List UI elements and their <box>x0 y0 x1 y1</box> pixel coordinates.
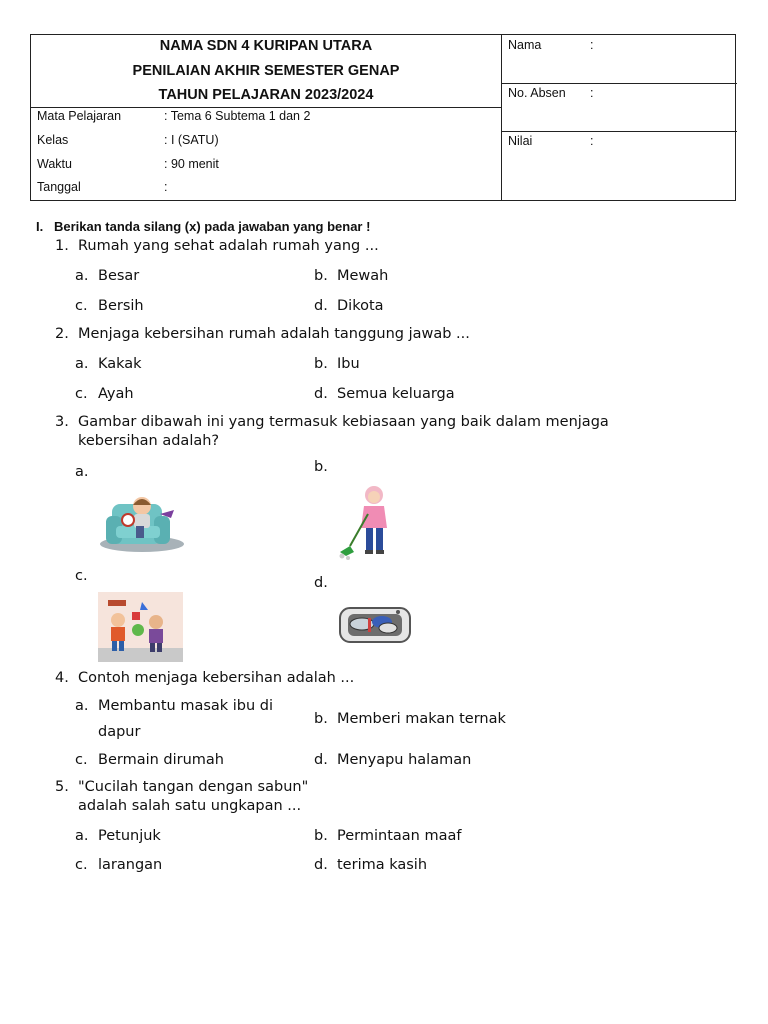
field-label-name: Nama <box>508 38 542 52</box>
option-letter: c. <box>75 857 88 873</box>
question-2-option-b[interactable] <box>314 351 360 377</box>
question-text: Menjaga kebersihan rumah adalah tanggung jawab ... <box>78 326 470 342</box>
option-letter: a. <box>75 464 89 480</box>
option-letter: a. <box>75 268 89 284</box>
option-text: Bermain dirumah <box>98 752 224 768</box>
meta-value-date: : <box>164 180 168 194</box>
section-number: I. <box>36 219 44 234</box>
question-number: 4. <box>55 670 69 686</box>
school-name: NAMA SDN 4 KURIPAN UTARA <box>159 38 373 54</box>
option-letter: d. <box>314 575 328 591</box>
header-divider-left <box>31 107 501 108</box>
question-1-option-c[interactable] <box>75 293 144 319</box>
field-colon-name[interactable]: : <box>590 38 594 52</box>
question-text-line-1: "Cucilah tangan dengan sabun" <box>78 779 309 795</box>
question-5-option-a[interactable] <box>75 823 161 849</box>
option-letter: a. <box>75 698 89 714</box>
option-text: Menyapu halaman <box>337 752 472 768</box>
option-text: larangan <box>98 857 163 873</box>
academic-year: TAHUN PELAJARAN 2023/2024 <box>158 87 374 103</box>
question-4-option-c[interactable] <box>75 747 224 773</box>
option-text: Mewah <box>337 268 389 284</box>
question-number: 2. <box>55 326 69 342</box>
section-instruction <box>36 219 370 234</box>
question-text: Contoh menjaga kebersihan adalah ... <box>78 670 355 686</box>
option-text-line-1: Membantu masak ibu di <box>98 698 274 714</box>
option-letter: d. <box>314 857 328 873</box>
question-4-option-d[interactable] <box>314 747 471 773</box>
meta-value-class: : I (SATU) <box>164 133 219 147</box>
question-text: Rumah yang sehat adalah rumah yang ... <box>78 238 379 254</box>
question-text-line-2: adalah salah satu ungkapan ... <box>78 798 302 814</box>
option-text: Besar <box>98 268 140 284</box>
question-number: 3. <box>55 414 69 430</box>
header-divider-right-1 <box>501 83 737 84</box>
meta-label-time: Waktu <box>37 157 72 171</box>
question-text-line-1: Gambar dibawah ini yang termasuk kebiasaan yang baik dalam menjaga <box>78 414 609 430</box>
question-2-option-a[interactable] <box>75 351 142 377</box>
meta-label-subject: Mata Pelajaran <box>37 109 122 123</box>
field-label-absence-number: No. Absen <box>508 86 566 100</box>
question-3-option-c[interactable] <box>75 563 98 589</box>
section-instruction-text: Berikan tanda silang (x) pada jawaban yang benar ! <box>54 219 371 234</box>
option-text: Ayah <box>98 386 134 402</box>
question-1-option-d[interactable] <box>314 293 384 319</box>
question-4-option-a[interactable] <box>75 693 273 745</box>
header-divider-right-2 <box>501 131 737 132</box>
question-text-line-2: kebersihan adalah? <box>78 433 220 449</box>
option-letter: d. <box>314 752 328 768</box>
child-on-armchair-image[interactable] <box>98 486 188 554</box>
question-5-option-c[interactable] <box>75 852 162 878</box>
question-2-option-c[interactable] <box>75 381 134 407</box>
meta-label-date: Tanggal <box>37 180 81 194</box>
exam-name: PENILAIAN AKHIR SEMESTER GENAP <box>132 63 400 79</box>
question-5-option-d[interactable] <box>314 852 427 878</box>
option-letter: c. <box>75 298 88 314</box>
option-text: Ibu <box>337 356 360 372</box>
option-text: Petunjuk <box>98 828 161 844</box>
girl-sweeping-image[interactable] <box>338 484 396 562</box>
question-3-option-b[interactable] <box>314 454 337 480</box>
option-text: Bersih <box>98 298 144 314</box>
option-letter: a. <box>75 828 89 844</box>
question-1-option-b[interactable] <box>314 263 388 289</box>
header-divider-vertical <box>501 35 502 200</box>
option-text: Kakak <box>98 356 142 372</box>
question-number: 1. <box>55 238 69 254</box>
question-number: 5. <box>55 779 69 795</box>
field-label-score: Nilai <box>508 134 533 148</box>
question-2-option-d[interactable] <box>314 381 455 407</box>
option-letter: c. <box>75 752 88 768</box>
question-1-option-a[interactable] <box>75 263 139 289</box>
option-letter: b. <box>314 356 328 372</box>
field-colon-score[interactable]: : <box>590 134 594 148</box>
option-letter: c. <box>75 568 88 584</box>
option-text: Dikota <box>337 298 384 314</box>
option-letter: c. <box>75 386 88 402</box>
meta-label-class: Kelas <box>37 133 69 147</box>
question-5-option-b[interactable] <box>314 823 461 849</box>
meta-value-subject: : Tema 6 Subtema 1 dan 2 <box>164 109 311 123</box>
question-3-option-d[interactable] <box>314 570 337 596</box>
question-4-option-b[interactable] <box>314 706 506 732</box>
option-letter: b. <box>314 459 328 475</box>
option-letter: a. <box>75 356 89 372</box>
exam-header-table <box>30 34 736 201</box>
option-text: Semua keluarga <box>337 386 455 402</box>
option-text: terima kasih <box>337 857 428 873</box>
option-letter: d. <box>314 298 328 314</box>
option-text: Memberi makan ternak <box>337 711 506 727</box>
option-letter: b. <box>314 828 328 844</box>
option-text: Permintaan maaf <box>337 828 462 844</box>
dirty-dishes-in-sink-image[interactable] <box>338 600 413 652</box>
option-text-line-2: dapur <box>98 724 141 740</box>
field-colon-absence-number[interactable]: : <box>590 86 594 100</box>
option-letter: d. <box>314 386 328 402</box>
children-playing-messy-image[interactable] <box>98 592 183 662</box>
question-3-option-a[interactable] <box>75 459 98 485</box>
option-letter: b. <box>314 711 328 727</box>
option-letter: b. <box>314 268 328 284</box>
meta-value-time: : 90 menit <box>164 157 219 171</box>
